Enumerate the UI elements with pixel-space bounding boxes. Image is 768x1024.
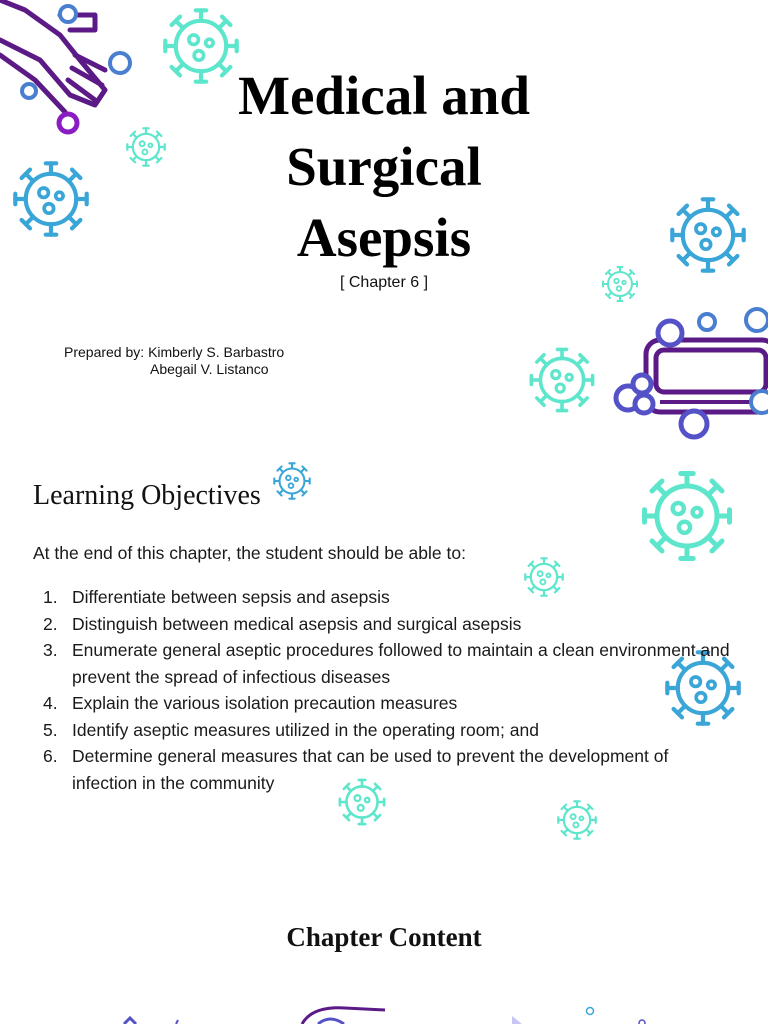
list-item bbox=[33, 584, 733, 611]
list-item bbox=[33, 717, 733, 744]
author-name: Kimberly S. Barbastro bbox=[148, 344, 285, 360]
virus-icon bbox=[274, 463, 309, 498]
item-text: Determine general measures that can be used to prevent the development of infection in the community bbox=[72, 746, 669, 793]
prepared-by bbox=[64, 344, 284, 378]
chapter-label: [ Chapter 6 ] bbox=[339, 274, 429, 291]
item-number: 5. bbox=[43, 719, 58, 740]
soap-bar-icon bbox=[616, 309, 768, 437]
objectives-intro: At the end of this chapter, the student should be able to: bbox=[33, 543, 466, 563]
item-text: Explain the various isolation precaution measures bbox=[72, 693, 458, 713]
title-line: Surgical bbox=[286, 136, 482, 197]
item-number: 2. bbox=[43, 613, 58, 634]
list-item bbox=[33, 690, 733, 717]
chapter-content-heading: Chapter Content bbox=[286, 922, 482, 952]
title-line: Asepsis bbox=[296, 207, 472, 268]
virus-icon bbox=[645, 474, 730, 559]
objectives-list bbox=[33, 584, 733, 796]
author-name: Abegail V. Listanco bbox=[150, 361, 269, 377]
item-text: Distinguish between medical asepsis and surgical asepsis bbox=[72, 613, 522, 634]
title-line: Medical and bbox=[238, 65, 530, 126]
item-number: 3. bbox=[43, 640, 58, 660]
list-item bbox=[33, 743, 733, 796]
item-text: Identify aseptic measures utilized in the operating room; and bbox=[72, 719, 539, 740]
list-item bbox=[33, 611, 733, 638]
virus-icon bbox=[558, 801, 595, 838]
learning-objectives-heading: Learning Objectives bbox=[33, 480, 261, 511]
item-text: Differentiate between sepsis and asepsis bbox=[72, 587, 390, 607]
list-item bbox=[33, 637, 733, 690]
ring-icon bbox=[60, 6, 76, 22]
bottom-decorations bbox=[124, 1008, 645, 1024]
virus-icon bbox=[531, 349, 592, 410]
item-text: Enumerate general aseptic procedures followed to maintain a clean environment and prevent the spread of infectious diseases bbox=[72, 640, 730, 687]
item-number: 1. bbox=[43, 587, 58, 607]
document-title bbox=[0, 60, 768, 273]
item-number: 6. bbox=[43, 746, 58, 766]
item-number: 4. bbox=[43, 693, 58, 713]
prepared-by-label: Prepared by: bbox=[64, 344, 145, 360]
